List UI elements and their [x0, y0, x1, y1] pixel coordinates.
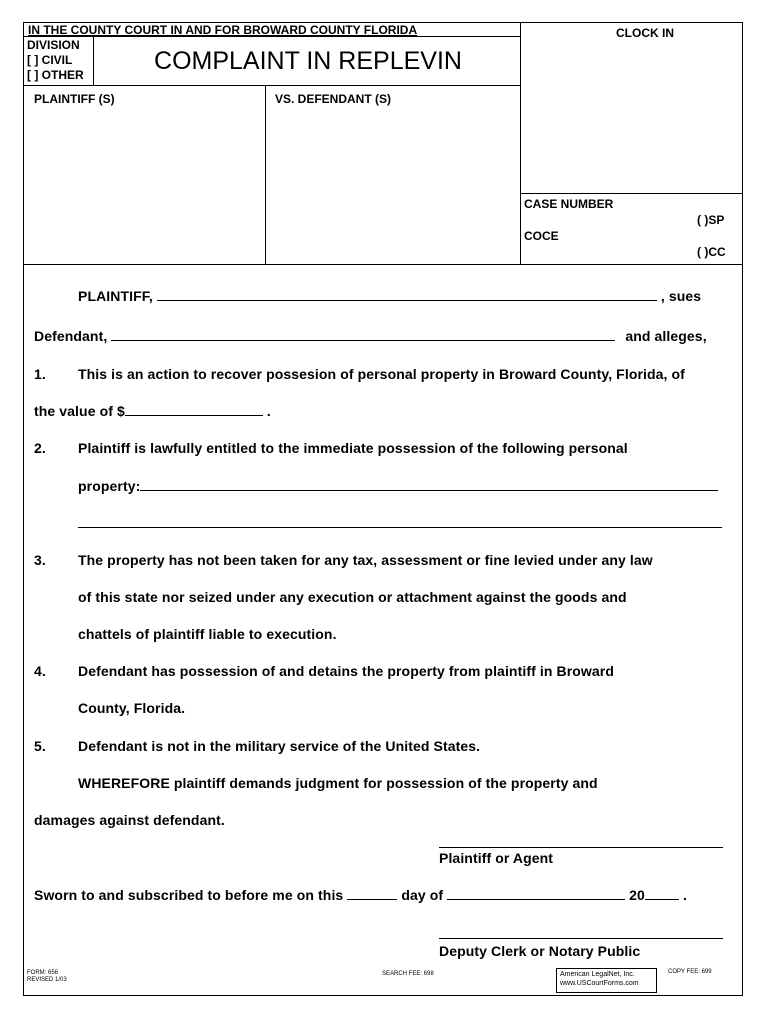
plaintiff-line	[78, 288, 701, 304]
plaintiff-signature-line[interactable]	[439, 835, 723, 848]
para1-line2	[34, 403, 271, 419]
sues-text: , sues	[660, 288, 702, 304]
para2-line2	[78, 478, 718, 494]
property-blank-1[interactable]	[140, 478, 718, 491]
case-number-top-line	[520, 193, 743, 194]
defendant-name-blank[interactable]	[111, 328, 615, 341]
notary-signature-label: Deputy Clerk or Notary Public	[439, 943, 641, 959]
publisher-name: American LegalNet, Inc.	[560, 971, 635, 978]
clock-in-label: CLOCK IN	[616, 26, 674, 40]
publisher-box	[556, 968, 657, 993]
title-row-bottom-line	[23, 85, 521, 86]
para3-line3: chattels of plaintiff liable to execution.	[78, 626, 337, 642]
para4-number: 4.	[34, 663, 46, 679]
sworn-period: .	[682, 887, 687, 903]
defendant-field[interactable]	[270, 112, 516, 260]
division-box-divider	[93, 36, 94, 85]
division-other-checkbox[interactable]: [ ] OTHER	[27, 68, 84, 82]
cc-checkbox[interactable]: ( )CC	[697, 245, 726, 259]
sworn-year-blank[interactable]	[645, 887, 679, 900]
value-prefix: the value of $	[34, 403, 125, 419]
copy-fee: COPY FEE: 699	[668, 969, 712, 975]
para2-number: 2.	[34, 440, 46, 456]
defendant-prefix: Defendant,	[34, 328, 108, 344]
para5-line1: Defendant is not in the military service of the United States.	[78, 738, 481, 754]
wherefore-line1: WHEREFORE plaintiff demands judgment for possession of the property and	[78, 775, 598, 791]
para3-number: 3.	[34, 552, 46, 568]
sworn-line	[34, 887, 687, 903]
sp-checkbox[interactable]: ( )SP	[697, 213, 725, 227]
wherefore-line2: damages against defendant.	[34, 812, 225, 828]
value-period: .	[266, 403, 271, 419]
property-blank-2[interactable]	[78, 515, 722, 528]
para3-line1: The property has not been taken for any tax, assessment or fine levied under any law	[78, 552, 653, 568]
value-amount-blank[interactable]	[125, 403, 263, 416]
plaintiff-name-blank[interactable]	[157, 288, 657, 301]
court-heading: IN THE COUNTY COURT IN AND FOR BROWARD COUNTY FLORIDA	[28, 23, 418, 37]
search-fee: SEARCH FEE: 698	[382, 971, 434, 977]
alleges-text: and alleges,	[625, 328, 707, 344]
sworn-day-blank[interactable]	[347, 887, 397, 900]
sworn-year-prefix: 20	[629, 887, 645, 903]
party-divider	[265, 85, 266, 265]
coce-label: COCE	[524, 229, 559, 243]
division-civil-checkbox[interactable]: [ ] CIVIL	[27, 53, 73, 67]
defendant-line	[34, 328, 707, 344]
para5-number: 5.	[34, 738, 46, 754]
para4-line1: Defendant has possession of and detains the property from plaintiff in Broward	[78, 663, 614, 679]
division-label: DIVISION	[27, 38, 80, 52]
para4-line2: County, Florida.	[78, 700, 186, 716]
para3-line2: of this state nor seized under any execution or attachment against the goods and	[78, 589, 627, 605]
sworn-day-of: day of	[401, 887, 444, 903]
para1-line1: This is an action to recover possesion of personal property in Broward County, Florida, of	[78, 366, 685, 382]
para2-line1: Plaintiff is lawfully entitled to the immediate possession of the following personal	[78, 440, 628, 456]
plaintiff-prefix: PLAINTIFF,	[78, 288, 153, 304]
header-bottom-line	[23, 264, 743, 265]
form-number: FORM: 656	[27, 970, 59, 976]
plaintiff-signature-label: Plaintiff or Agent	[439, 850, 554, 866]
para1-number: 1.	[34, 366, 46, 382]
publisher-url: www.USCourtForms.com	[560, 980, 639, 987]
sworn-prefix: Sworn to and subscribed to before me on this	[34, 887, 344, 903]
notary-signature-line[interactable]	[439, 926, 723, 939]
revised-date: REVISED 1/03	[27, 977, 67, 983]
plaintiff-label: PLAINTIFF (S)	[34, 92, 115, 106]
case-number-label: CASE NUMBER	[524, 197, 614, 211]
property-prefix: property:	[78, 478, 141, 494]
plaintiff-field[interactable]	[28, 112, 260, 260]
sworn-month-blank[interactable]	[447, 887, 625, 900]
form-title: COMPLAINT IN REPLEVIN	[154, 47, 462, 75]
defendant-label: VS. DEFENDANT (S)	[275, 92, 392, 106]
